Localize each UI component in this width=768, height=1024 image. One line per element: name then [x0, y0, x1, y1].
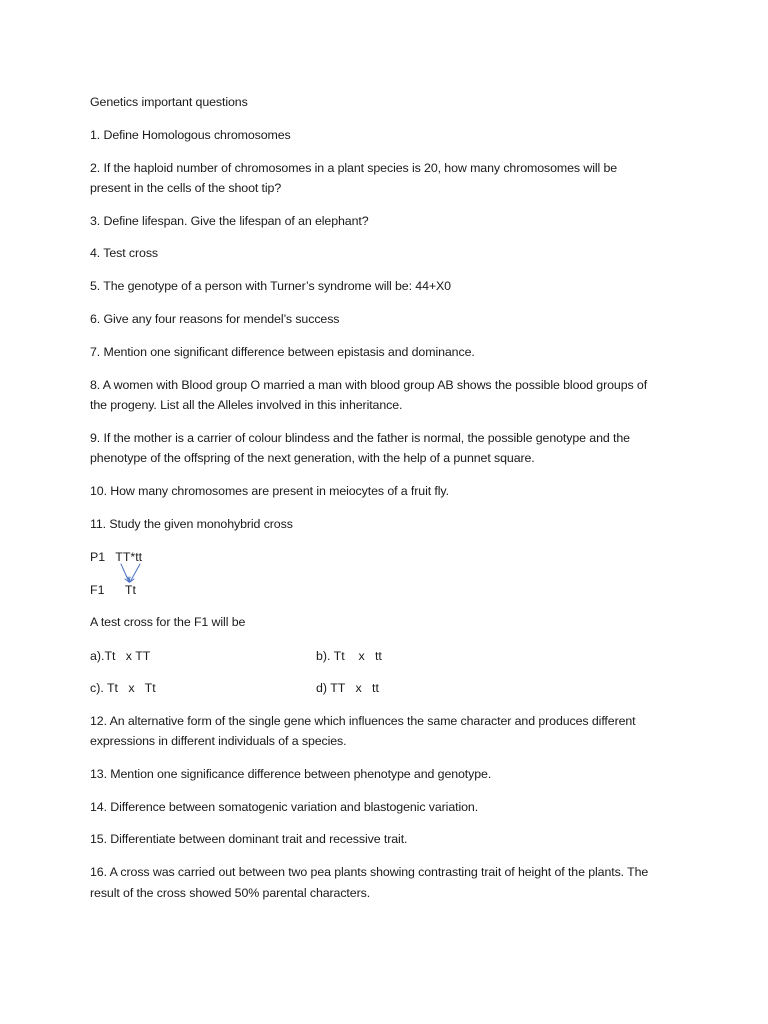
question-8-line-1: 8. A women with Blood group O married a man with blood group AB shows the possible blood groups of — [90, 378, 648, 392]
question-1: 1. Define Homologous chromosomes — [90, 128, 291, 142]
option-c: c). Tt x Tt — [90, 681, 156, 695]
question-12-line-2: expressions in different individuals of a species. — [90, 734, 347, 748]
question-5: 5. The genotype of a person with Turner’s syndrome will be: 44+X0 — [90, 279, 451, 293]
document-title: Genetics important questions — [90, 95, 248, 109]
question-13: 13. Mention one significance difference between phenotype and genotype. — [90, 767, 492, 781]
question-8-line-2: the progeny. List all the Alleles involved in this inheritance. — [90, 398, 403, 412]
cross-prompt: A test cross for the F1 will be — [90, 615, 246, 629]
question-7: 7. Mention one significant difference between epistasis and dominance. — [90, 345, 475, 359]
question-16-line-1: 16. A cross was carried out between two pea plants showing contrasting trait of height of the plants. The — [90, 865, 649, 879]
question-14: 14. Difference between somatogenic variation and blastogenic variation. — [90, 800, 479, 814]
question-9-line-2: phenotype of the offspring of the next generation, with the help of a punnet square. — [90, 451, 535, 465]
option-d: d) TT x tt — [316, 681, 379, 695]
option-a: a).Tt x TT — [90, 649, 151, 663]
option-b: b). Tt x tt — [316, 649, 382, 663]
question-12-line-1: 12. An alternative form of the single gene which influences the same character and produces different — [90, 714, 636, 728]
question-10: 10. How many chromosomes are present in meiocytes of a fruit fly. — [90, 484, 449, 498]
question-3: 3. Define lifespan. Give the lifespan of an elephant? — [90, 214, 369, 228]
question-15: 15. Differentiate between dominant trait and recessive trait. — [90, 832, 408, 846]
cross-f1: F1 Tt — [90, 583, 136, 597]
question-9-line-1: 9. If the mother is a carrier of colour blindess and the father is normal, the possible genotype and the — [90, 431, 630, 445]
question-11: 11. Study the given monohybrid cross — [90, 517, 293, 531]
cross-p1: P1 TT*tt — [90, 550, 143, 564]
question-4: 4. Test cross — [90, 246, 159, 260]
question-2-line-2: present in the cells of the shoot tip? — [90, 181, 282, 195]
question-16-line-2: result of the cross showed 50% parental characters. — [90, 886, 371, 900]
question-6: 6. Give any four reasons for mendel’s success — [90, 312, 340, 326]
question-2-line-1: 2. If the haploid number of chromosomes in a plant species is 20, how many chromosomes will be — [90, 161, 618, 175]
